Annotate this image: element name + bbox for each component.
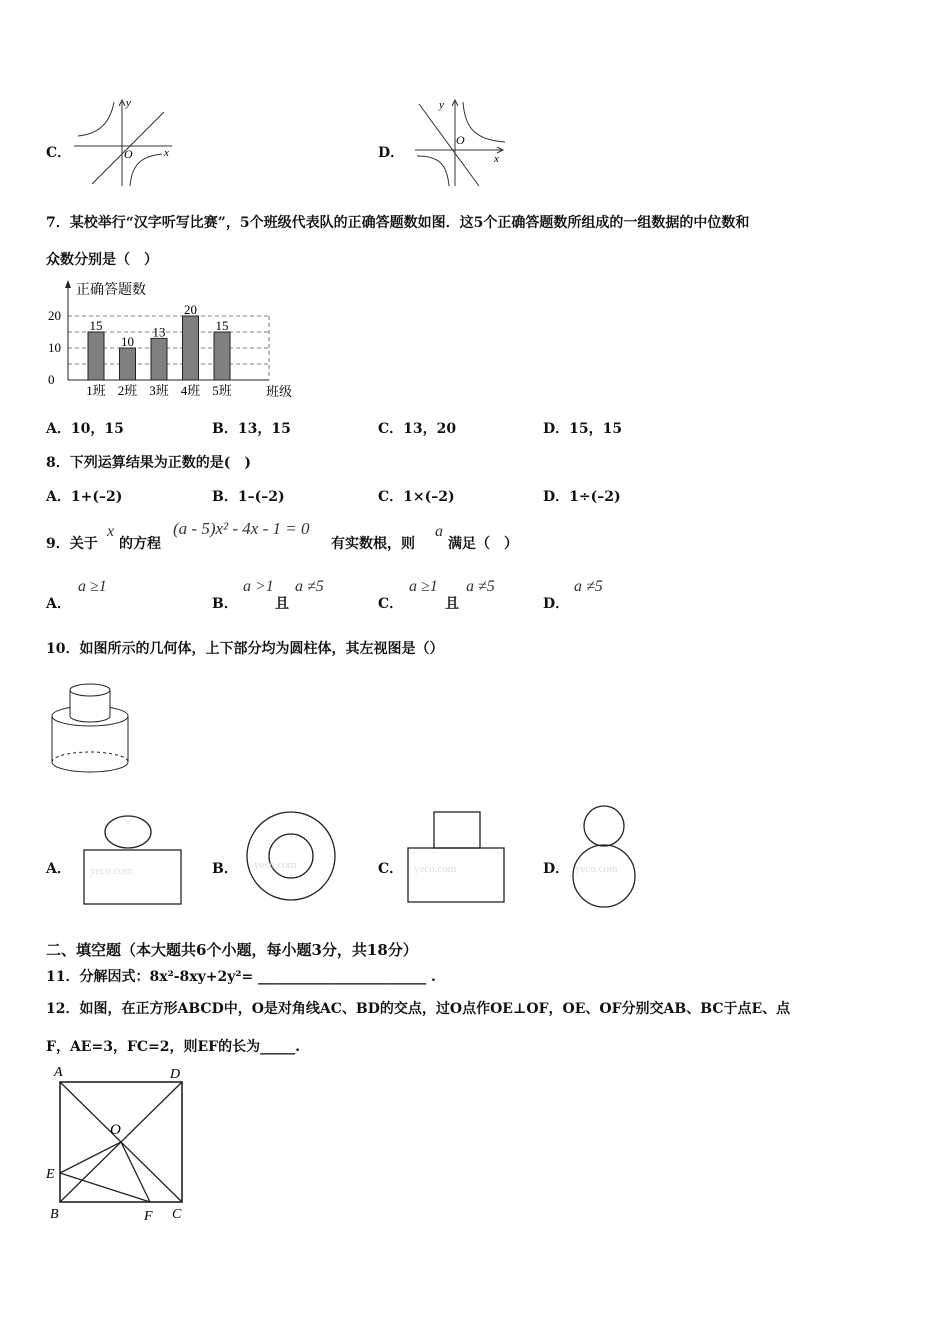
bar-value-label: 20 xyxy=(184,302,197,317)
chart-title: 正确答题数 xyxy=(76,283,146,298)
q9-mid2: 有实数根，则 xyxy=(331,536,415,552)
q12-stem-line1: 12．如图，在正方形ABCD中，O是对角线AC、BD的交点，过O点作OE⊥OF，OE、OF分别交AB、BC于点E、点 xyxy=(46,1001,791,1017)
q9-mid: 的方程 xyxy=(119,536,161,552)
y-axis-label: y xyxy=(126,97,131,109)
q10-cylinder-figure xyxy=(46,678,136,782)
x-tick-label: 1班 xyxy=(86,383,106,398)
q10-option-b-figure[interactable] xyxy=(244,808,340,904)
segment-oe xyxy=(60,1142,121,1173)
x-axis-label: x xyxy=(164,147,169,159)
x-tick-label: 4班 xyxy=(180,383,201,398)
label-o: O xyxy=(110,1122,121,1138)
x-tick-label: 3班 xyxy=(149,383,169,398)
hyperbola-branch-lower-right xyxy=(130,154,162,186)
segment-of xyxy=(121,1142,150,1202)
q8-option-a[interactable]: A．1+(–2) xyxy=(46,489,123,505)
watermark: yeco.com xyxy=(414,863,457,875)
section-2-heading: 二、填空题（本大题共6个小题，每小题3分，共18分） xyxy=(46,941,418,959)
q9-var-x: x xyxy=(107,523,115,540)
q6-option-d-label[interactable]: D． xyxy=(378,145,405,161)
q12-stem-line2: F，AE=3，FC=2，则EF的长为_____. xyxy=(46,1039,300,1055)
q7-option-c[interactable]: C．13，20 xyxy=(378,421,457,437)
label-b: B xyxy=(50,1207,59,1222)
q10-option-a-label[interactable]: A． xyxy=(46,861,71,877)
bar-1 xyxy=(88,332,104,380)
hyperbola-branch-upper-right xyxy=(463,102,505,142)
y-tick-label: 20 xyxy=(48,308,61,323)
y-axis-label: y xyxy=(439,99,444,111)
q6-option-c-label[interactable]: C． xyxy=(46,145,72,161)
y-tick-label: 0 xyxy=(48,372,55,387)
q9-option-c[interactable]: C． a ≥1 且 a ≠5 xyxy=(378,578,495,612)
watermark: yeco.com xyxy=(575,863,618,875)
q9-equation: (a - 5)x² - 4x - 1 = 0 xyxy=(173,519,310,538)
bar-value-label: 13 xyxy=(152,324,166,340)
q10-option-c-label[interactable]: C． xyxy=(378,861,404,877)
q7-option-b[interactable]: B．13，15 xyxy=(212,421,291,437)
q9-option-a[interactable]: A． a ≥1 xyxy=(46,578,107,612)
q10-option-d-figure[interactable] xyxy=(569,802,641,912)
x-tick-label: 2班 xyxy=(117,383,138,398)
x-axis-label: x xyxy=(494,153,499,165)
q7-option-d[interactable]: D．15，15 xyxy=(543,421,623,437)
bar-4 xyxy=(183,316,199,380)
bar-value-label: 10 xyxy=(121,334,134,349)
q9-var-a: a xyxy=(435,523,443,540)
q7-option-a[interactable]: A．10，15 xyxy=(46,421,124,437)
origin-label: O xyxy=(124,147,133,161)
linear-function-line xyxy=(419,104,479,186)
q10-option-c-figure[interactable] xyxy=(404,808,508,906)
segment-ef xyxy=(60,1173,150,1202)
label-d: D xyxy=(170,1067,181,1082)
label-c: C xyxy=(172,1207,182,1222)
q10-option-b-label[interactable]: B． xyxy=(212,861,238,877)
y-tick-label: 10 xyxy=(48,340,61,355)
q9-prefix: 9．关于 xyxy=(46,536,98,552)
q12-square-figure xyxy=(42,1062,192,1226)
q8-option-d[interactable]: D．1÷(–2) xyxy=(543,489,621,505)
label-e: E xyxy=(46,1167,55,1182)
q6-option-c-graph xyxy=(70,96,174,188)
q10-stem: 10．如图所示的几何体，上下部分均为圆柱体，其左视图是（） xyxy=(46,641,444,657)
q9-suffix: 满足（ ） xyxy=(448,536,518,552)
watermark: yeco.com xyxy=(254,859,297,871)
bar-value-label: 15 xyxy=(215,318,229,333)
y-axis-arrow xyxy=(65,280,71,288)
x-tick-label: 5班 xyxy=(212,383,232,398)
q7-stem-line2: 众数分别是（ ） xyxy=(46,252,158,268)
q6-option-d-graph xyxy=(405,96,509,188)
bar-3 xyxy=(151,338,167,380)
q8-stem: 8．下列运算结果为正数的是( ) xyxy=(46,455,251,471)
q7-stem-line1: 7．某校举行“汉字听写比赛”，5个班级代表队的正确答题数如图．这5个正确答题数所组成的一组数据的中位数和 xyxy=(46,215,750,231)
q11-text: 11．分解因式：8x²-8xy+2y²= ________________________ . xyxy=(46,969,436,985)
bar-value-label: 15 xyxy=(89,318,103,333)
hyperbola-branch-upper-left xyxy=(78,102,114,136)
q9-option-b[interactable]: B． a >1 且 a ≠5 xyxy=(212,578,324,612)
bar-2 xyxy=(120,348,136,380)
q7-bar-chart xyxy=(44,278,304,404)
x-axis-title: 班级 xyxy=(266,384,293,399)
origin-label: O xyxy=(456,133,465,147)
q10-option-d-label[interactable]: D． xyxy=(543,861,570,877)
watermark: yeco.com xyxy=(90,865,133,877)
hyperbola-branch-lower-left xyxy=(417,156,449,186)
q9-option-d[interactable]: D． a ≠5 xyxy=(543,578,603,612)
bar-5 xyxy=(214,332,230,380)
q8-option-b[interactable]: B．1–(–2) xyxy=(212,489,285,505)
q8-option-c[interactable]: C．1×(–2) xyxy=(378,489,455,505)
label-f: F xyxy=(144,1209,153,1224)
label-a: A xyxy=(54,1065,63,1080)
q10-option-a-figure[interactable] xyxy=(78,812,186,908)
